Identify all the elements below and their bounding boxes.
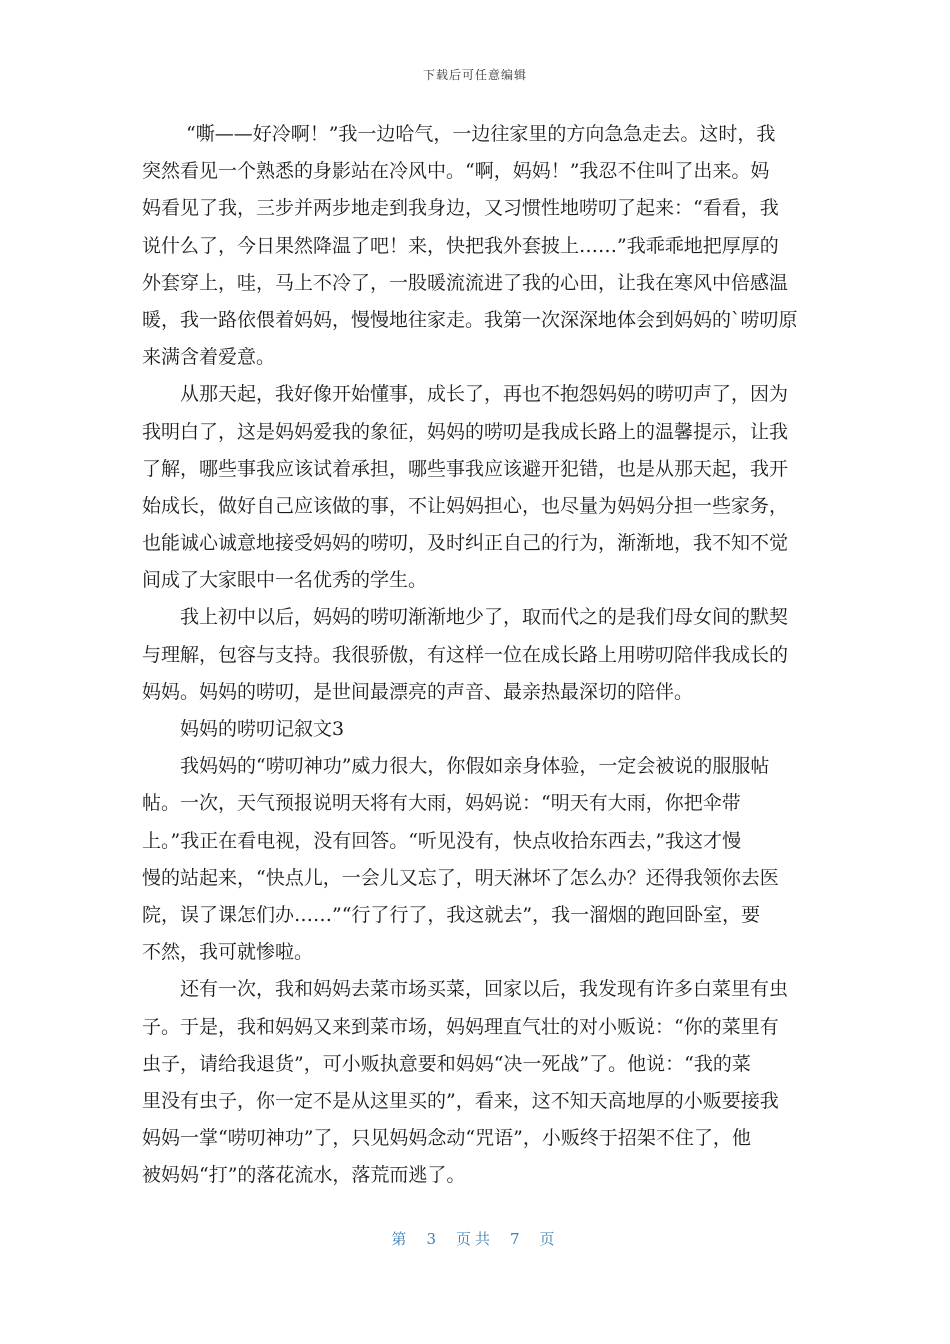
text-line: 慢的站起来，“快点儿，一会儿又忘了，明天淋坏了怎么办？还得我领你去医	[142, 866, 779, 889]
text-line: 与理解，包容与支持。我很骄傲，有这样一位在成长路上用唠叨陪伴我成长的	[142, 643, 789, 666]
text-line: 我上初中以后，妈妈的唠叨渐渐地少了，取而代之的是我们母女间的默契	[180, 606, 789, 629]
text-line: 来满含着爱意。	[142, 346, 276, 369]
section-heading: 妈妈的唠叨记叙文3	[180, 718, 345, 740]
text-line: “嘶——好冷啊！”我一边哈气，一边往家里的方向急急走去。这时，我	[186, 123, 776, 145]
text-line: 也能诚心诚意地接受妈妈的唠叨，及时纠正自己的行为，渐渐地，我不知不觉	[142, 532, 789, 555]
text-line: 从那天起，我好像开始懂事，成长了，再也不抱怨妈妈的唠叨声了，因为	[180, 383, 789, 406]
text-line: 不然，我可就惨啦。	[142, 941, 314, 964]
document-body	[142, 116, 802, 1194]
text-line: 还有一次，我和妈妈去菜市场买菜，回家以后，我发现有许多白菜里有虫	[180, 978, 789, 1001]
text-line: 了解，哪些事我应该试着承担，哪些事我应该避开犯错，也是从那天起，我开	[142, 457, 789, 480]
text-line: 外套穿上，哇，马上不冷了，一股暖流流进了我的心田，让我在寒风中倍感温	[142, 271, 789, 294]
footer-suffix: 页	[539, 1230, 559, 1248]
current-page-number: 3	[426, 1230, 440, 1248]
text-line: 帖。一次，天气预报说明天将有大雨，妈妈说：“明天有大雨，你把伞带	[142, 792, 741, 815]
text-line: 妈妈。妈妈的唠叨，是世间最漂亮的声音、最亲热最深切的陪伴。	[142, 680, 694, 703]
total-page-number: 7	[510, 1230, 524, 1248]
footer-prefix: 第	[391, 1230, 411, 1248]
text-line: 说什么了，今日果然降温了吧！来，快把我外套披上……”我乖乖地把厚厚的	[142, 234, 779, 257]
text-line: 始成长，做好自己应该做的事，不让妈妈担心，也尽量为妈妈分担一些家务，	[142, 494, 789, 517]
text-line: 突然看见一个熟悉的身影站在冷风中。“啊，妈妈！”我忍不住叫了出来。妈	[142, 160, 770, 183]
text-line: 暖，我一路依偎着妈妈，慢慢地往家走。我第一次深深地体会到妈妈的`唠叨原	[142, 308, 798, 331]
page-footer	[0, 1228, 950, 1249]
text-line: 被妈妈“打”的落花流水，落荒而逃了。	[142, 1164, 466, 1187]
text-line: 上。”我正在看电视，没有回答。“听见没有，快点收拾东西去，”我这才慢	[142, 829, 742, 852]
footer-middle: 页共	[455, 1230, 494, 1248]
text-line: 院，误了课怎们办……”“行了行了，我这就去”，我一溜烟的跑回卧室，要	[142, 903, 761, 926]
text-line: 妈妈一掌“唠叨神功”了，只见妈妈念动“咒语”，小贩终于招架不住了，他	[142, 1127, 751, 1150]
text-line: 妈看见了我，三步并两步地走到我身边，又习惯性地唠叨了起来：“看看，我	[142, 197, 779, 220]
text-line: 子。于是，我和妈妈又来到菜市场，妈妈理直气壮的对小贩说：“你的菜里有	[142, 1015, 779, 1038]
text-line: 我明白了，这是妈妈爱我的象征，妈妈的唠叨是我成长路上的温馨提示，让我	[142, 420, 789, 443]
text-line: 我妈妈的“唠叨神功”威力很大，你假如亲身体验，一定会被说的服服帖	[180, 755, 770, 778]
text-line: 虫子，请给我退货”，可小贩执意要和妈妈“决一死战”了。他说：“我的菜	[142, 1052, 751, 1075]
text-line: 间成了大家眼中一名优秀的学生。	[142, 569, 428, 592]
page-header: 下载后可任意编辑	[422, 68, 527, 82]
text-line: 里没有虫子，你一定不是从这里买的”，看来，这不知天高地厚的小贩要接我	[142, 1089, 779, 1112]
